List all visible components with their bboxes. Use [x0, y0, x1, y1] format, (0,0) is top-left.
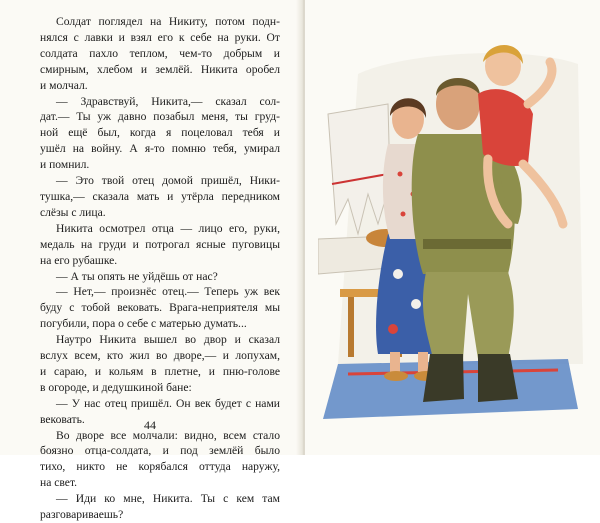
- blouse-dot: [398, 172, 403, 177]
- text-line: и помнил.: [40, 158, 90, 172]
- text-line: нялся с лавки и взял его к себе на руки. От: [40, 30, 280, 44]
- text-line: — У нас отец пришёл. Он век будет с нами: [56, 396, 280, 410]
- text-line: вслух всем, кто жил во дворе,— и лопухам,: [40, 349, 280, 363]
- soldier-belt: [423, 239, 511, 249]
- page-number: 44: [144, 418, 156, 432]
- text-line: погубили, пора о себе с матерью думать...: [40, 317, 247, 331]
- skirt-flower: [411, 299, 421, 309]
- text-line: — Иди ко мне, Никита. Ты с кем там: [56, 492, 280, 506]
- skirt-flower: [393, 269, 403, 279]
- text-line: Солдат поглядел на Никиту, потом подн-: [56, 15, 280, 28]
- stool-leg-left: [348, 297, 354, 357]
- text-line: и молчал.: [40, 78, 88, 92]
- text-line: разговариваешь?: [40, 508, 124, 522]
- text-line: дат.— Ты уж давно позабыл меня, ты груд-: [40, 110, 280, 124]
- text-line: вековать.: [40, 412, 85, 426]
- mother-shoe: [384, 371, 408, 381]
- text-line: и сараю, и кольям в плетне, и пню-голове: [40, 364, 280, 378]
- text-line: Во дворе все молчали: видно, всем стало: [56, 428, 280, 442]
- text-line: ушёл на войну. А я-то помню тебя, умирал: [40, 142, 280, 156]
- soldier-boot-left: [423, 354, 464, 402]
- skirt-flower: [388, 324, 398, 334]
- text-line: Никита осмотрел отца — лицо его, руки,: [56, 221, 280, 235]
- text-line: на свет.: [40, 476, 78, 490]
- text-line: в огороде, и дедушкиной бане:: [40, 380, 192, 394]
- text-line: слёзы с лица.: [40, 205, 106, 219]
- text-line: тихо, никто не корябался оттуда наружу,: [40, 460, 280, 474]
- text-line: — Нет,— произнёс отец.— Теперь уж век: [56, 285, 280, 299]
- text-line: — Здравствуй, Никита,— сказал сол-: [56, 94, 280, 108]
- text-line: Наутро Никита вышел во двор и сказал: [56, 333, 280, 347]
- text-line: тушка,— сказала мать и утёрла передником: [40, 189, 280, 203]
- text-line: смирным, хлебом и землёй. Никита оробел: [40, 62, 280, 76]
- story-text: [40, 14, 280, 523]
- text-line: медаль на груди и потрогал ясные пуговицы: [40, 237, 280, 251]
- mother-leg: [390, 352, 400, 372]
- blouse-dot: [401, 212, 406, 217]
- text-line: боязно отца-солдата, и под землёй было: [40, 444, 280, 458]
- text-line: — А ты опять не уйдёшь от нас?: [56, 269, 218, 283]
- text-line: солдата пахло теплом, чем-то добрым и: [40, 46, 280, 60]
- illustration-soldier-family: [318, 34, 588, 426]
- text-line: ной ещё был, когда я поцеловал тебя и: [40, 126, 280, 140]
- text-line: — Это твой отец домой пришёл, Ники-: [56, 174, 280, 188]
- hanging-towel: [328, 104, 390, 234]
- text-line: буду с тобой вековать. Врага-неприятеля мы: [40, 301, 280, 315]
- text-line: на его рубашке.: [40, 253, 118, 267]
- mother-leg: [418, 352, 428, 372]
